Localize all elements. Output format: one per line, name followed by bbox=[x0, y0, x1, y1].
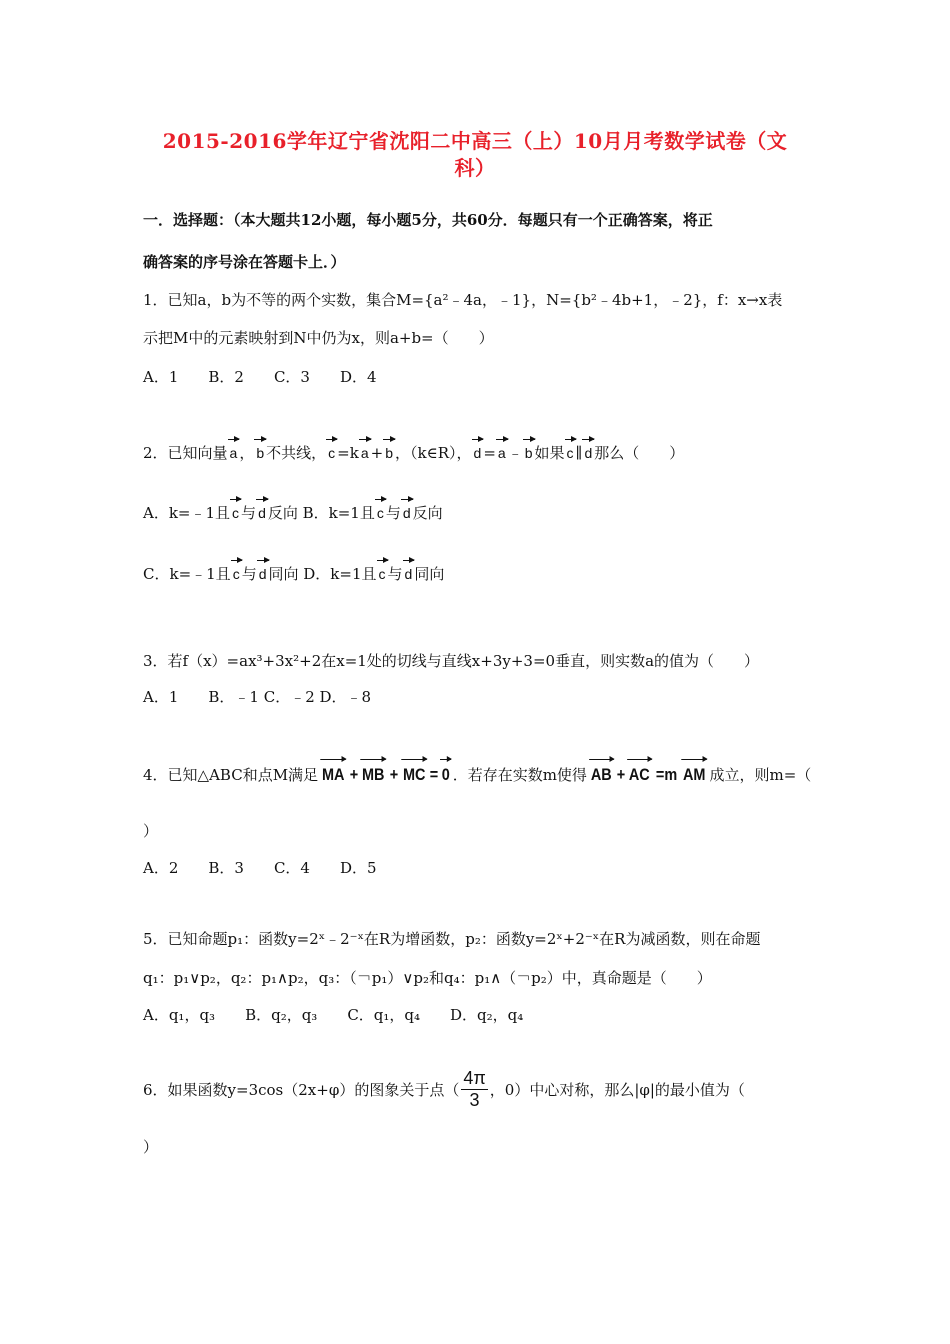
vector-a: a bbox=[228, 438, 240, 460]
q6-line2: ） bbox=[143, 1138, 159, 1156]
q5-line1: 5．已知命题p₁：函数y=2ˣ﹣2⁻ˣ在R为增函数，p₂：函数y=2ˣ+2⁻ˣ在R为减函数，则在命题 bbox=[143, 930, 761, 948]
vector-d: d bbox=[582, 438, 594, 460]
vector-b: b bbox=[254, 438, 266, 460]
vector-d: d bbox=[403, 559, 415, 581]
q4-options: A．2 B．3 C．4 D．5 bbox=[143, 859, 377, 877]
q1-options: A．1 B．2 C．3 D．4 bbox=[143, 368, 377, 386]
vector-c: c bbox=[326, 438, 337, 460]
vector-c: c bbox=[377, 559, 388, 581]
vector-am: AM bbox=[681, 758, 707, 783]
vector-a: a bbox=[359, 438, 371, 460]
vector-d: d bbox=[256, 498, 268, 520]
q3-line1: 3．若f（x）=ax³+3x²+2在x=1处的切线与直线x+3y+3=0垂直，则实数a的值为（ ） bbox=[143, 652, 760, 670]
exam-title bbox=[120, 128, 830, 182]
vector-mc: MC bbox=[401, 758, 427, 783]
vector-c: c bbox=[230, 498, 241, 520]
vector-ma: MA bbox=[320, 758, 346, 783]
vector-zero: 0 bbox=[440, 758, 451, 783]
section-heading-line2: 确答案的序号涂在答题卡上．） bbox=[143, 253, 346, 271]
vector-b: b bbox=[523, 438, 535, 460]
q4-line2: ） bbox=[143, 822, 159, 840]
vector-d: d bbox=[472, 438, 484, 460]
vector-c: c bbox=[565, 438, 576, 460]
vector-c: c bbox=[375, 498, 386, 520]
fraction-4pi-over-3: $\frac{4\pi}{3}$ bbox=[463, 1068, 486, 1110]
vector-ac: AC bbox=[628, 758, 652, 783]
q1-line2: 示把M中的元素映射到N中仍为x，则a+b=（ ） bbox=[143, 329, 494, 347]
q6-stem: 6．如果函数y=3cos（2x+φ）的图象关于点（ $\frac{4\pi}{3}$ ，0）中心对称，那么|φ|的最小值为（ bbox=[143, 1068, 745, 1110]
q1-line1: 1．已知a，b为不等的两个实数，集合M={a²﹣4a，﹣1}，N={b²﹣4b+1，﹣2}，f：x→x表 bbox=[143, 291, 783, 309]
q2-options-ab: A．k=﹣1且 c 与 d 反向 B．k=1且 c 与 d 反向 bbox=[143, 498, 443, 523]
q3-options: A．1 B．﹣1 C．﹣2 D．﹣8 bbox=[143, 688, 372, 706]
vector-d: d bbox=[257, 559, 269, 581]
vector-mb: MB bbox=[361, 758, 387, 783]
vector-b: b bbox=[383, 438, 395, 460]
exam-title-line1: 2015-2016学年辽宁省沈阳二中高三（上）10月月考数学试卷（文 bbox=[162, 129, 788, 153]
q2-options-cd: C．k=﹣1且 c 与 d 同向 D．k=1且 c 与 d 同向 bbox=[143, 559, 444, 584]
section-heading-line1: 一．选择题：（本大题共12小题，每小题5分，共60分．每题只有一个正确答案，将正 bbox=[143, 211, 713, 229]
q5-line2: q₁：p₁∨p₂，q₂：p₁∧p₂，q₃：（￢p₁）∨p₂和q₄：p₁∧（￢p₂）中，真命题是（ ） bbox=[143, 969, 712, 987]
vector-d: d bbox=[401, 498, 413, 520]
q2-stem: 2．已知向量 a ， b 不共线， c =k a + b ，（k∈R）， d = a ﹣ b 如果 c ∥ d 那么（ ） bbox=[143, 438, 684, 463]
q4-stem: 4．已知△ABC和点M满足 MA + MB + MC = 0 ．若存在实数m使得 AB + AC =m AM 成立，则m=（ bbox=[143, 758, 811, 785]
q5-options: A．q₁，q₃ B．q₂，q₃ C．q₁，q₄ D．q₂，q₄ bbox=[143, 1006, 524, 1024]
exam-title-line2: 科） bbox=[454, 156, 496, 180]
vector-a: a bbox=[496, 438, 508, 460]
q2-text: 2．已知向量 bbox=[143, 444, 228, 462]
vector-ab: AB bbox=[589, 758, 613, 783]
vector-c: c bbox=[231, 559, 242, 581]
